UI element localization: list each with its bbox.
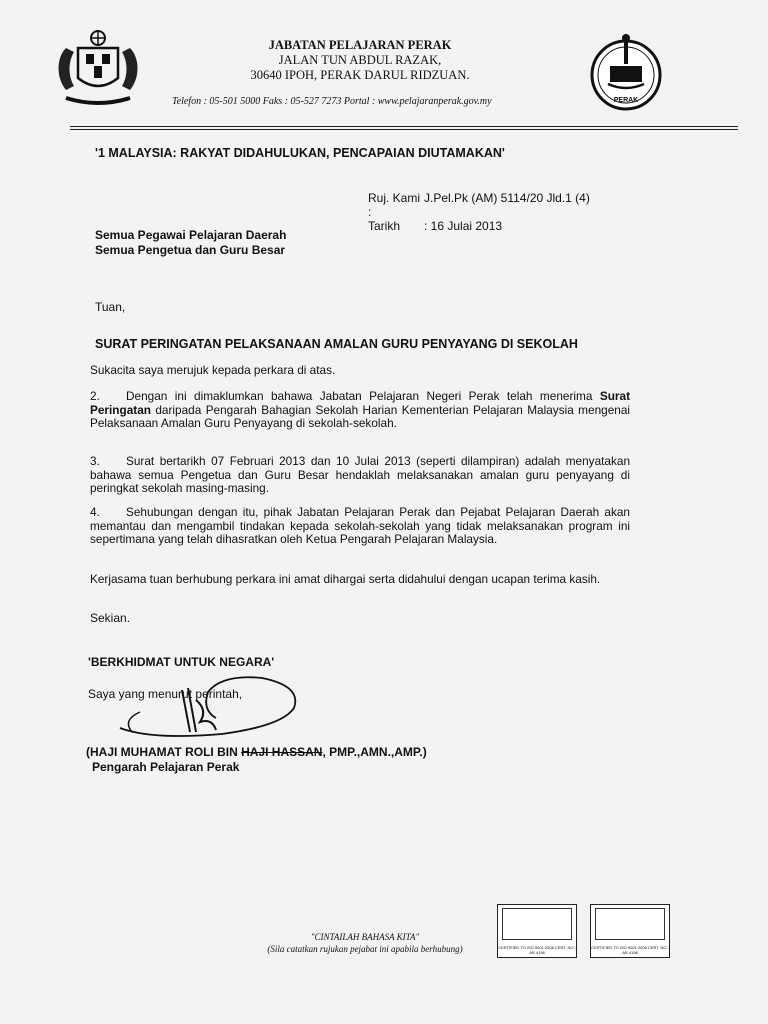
paragraph-2-text-a: Dengan ini dimaklumkan bahawa Jabatan Pelajaran Negeri Perak telah menerima: [126, 389, 600, 403]
header-divider-secondary: [70, 129, 738, 130]
paragraph-2: [90, 390, 630, 431]
reference-block: [368, 191, 590, 233]
letterhead-address: [200, 38, 520, 83]
salutation: Tuan,: [95, 300, 126, 314]
paragraph-4: [90, 506, 630, 547]
paragraph-2-bold: Surat Peringatan: [90, 389, 630, 417]
recipient-line-2: Semua Pengetua dan Guru Besar: [95, 243, 286, 257]
malaysia-coat-of-arms-icon: [48, 28, 148, 112]
tarikh-value: : 16 Julai 2013: [424, 219, 503, 233]
address-city: 30640 IPOH, PERAK DARUL RIDZUAN.: [250, 68, 470, 82]
signer-name-a: (HAJI MUHAMAT ROLI BIN: [86, 745, 242, 759]
signer-title: Pengarah Pelajaran Perak: [92, 760, 240, 774]
perak-education-logo-icon: [586, 30, 666, 116]
recipient-line-1: Semua Pegawai Pelajaran Daerah: [95, 228, 287, 242]
paragraph-3: [90, 455, 630, 496]
ruj-value: J.Pel.Pk (AM) 5114/20 Jld.1 (4): [424, 191, 590, 205]
footer-note: (Sila catatkan rujukan pejabat ini apabila berhubung): [267, 944, 463, 954]
address-street: JALAN TUN ABDUL RAZAK,: [278, 53, 442, 67]
certification-mark-icon: [502, 908, 572, 940]
paragraph-2-text-b: daripada Pengarah Bahagian Sekolah Harian Kementerian Pelajaran Malaysia mengenai Pelaksanaan Amalan Guru Penyayang di sekolah-sekolah.: [90, 402, 630, 430]
header-divider: [70, 126, 738, 127]
paragraph-1: Sukacita saya merujuk kepada perkara di atas.: [90, 363, 336, 377]
iso-certification-badge: [497, 904, 577, 958]
contact-line: Telefon : 05-501 5000 Faks : 05-527 7273 Portal : www.pelajaranperak.gov.my: [172, 96, 492, 107]
closing-sekian: Sekian.: [90, 611, 131, 625]
signature-icon: [112, 660, 312, 750]
tarikh-label: Tarikh: [368, 219, 401, 233]
footer: [230, 931, 500, 955]
subject-line: SURAT PERINGATAN PELAKSANAAN AMALAN GURU PENYAYANG DI SEKOLAH: [95, 337, 578, 351]
paragraph-4-number: 4.: [90, 505, 100, 519]
certification-mark-icon: [595, 908, 665, 940]
perak-logo-text: PERAK: [613, 97, 639, 104]
national-motto: '1 MALAYSIA: RAKYAT DIDAHULUKAN, PENCAPAIAN DIUTAMAKAN': [95, 146, 505, 160]
paragraph-5: Kerjasama tuan berhubung perkara ini amat dihargai serta didahului dengan ucapan terima kasih.: [90, 572, 601, 586]
signer-name-struck: HAJI HASSAN: [241, 745, 323, 759]
certification-text: CERTIFIED TO ISO 9001:2008 CERT. NO.: AR 4198: [591, 945, 669, 955]
signer-name: [86, 745, 427, 759]
recipients: [95, 228, 286, 258]
department-name: JABATAN PELAJARAN PERAK: [268, 38, 452, 52]
paragraph-3-number: 3.: [90, 454, 100, 468]
ruj-label: Ruj. Kami :: [368, 191, 421, 219]
closing-slogan: 'BERKHIDMAT UNTUK NEGARA': [88, 655, 275, 669]
signer-name-b: , PMP.,AMN.,AMP.): [322, 745, 427, 759]
closing-saya: Saya yang menurut perintah,: [88, 687, 243, 701]
paragraph-2-number: 2.: [90, 389, 100, 403]
iso-certification-badge: [590, 904, 670, 958]
certification-text: CERTIFIED TO ISO 9001:2008 CERT. NO.: AR 4198: [498, 945, 576, 955]
paragraph-3-text: Surat bertarikh 07 Februari 2013 dan 10 Julai 2013 (seperti dilampiran) adalah menyatakan bahawa semua Pengetua dan Guru Besar hendaklah melaksanakan amalan guru penyayang di peringkat sekolah masing-masing.: [90, 454, 630, 495]
footer-slogan: "CINTAILAH BAHASA KITA": [310, 932, 420, 942]
paragraph-4-text: Sehubungan dengan itu, pihak Jabatan Pelajaran Perak dan Pejabat Pelajaran Daerah akan memantau dan mengambil tindakan kepada sekolah-sekolah yang tidak melaksanakan program ini sepertimana yang telah dihasratkan oleh Ketua Pengarah Pelajaran Malaysia.: [90, 505, 630, 546]
